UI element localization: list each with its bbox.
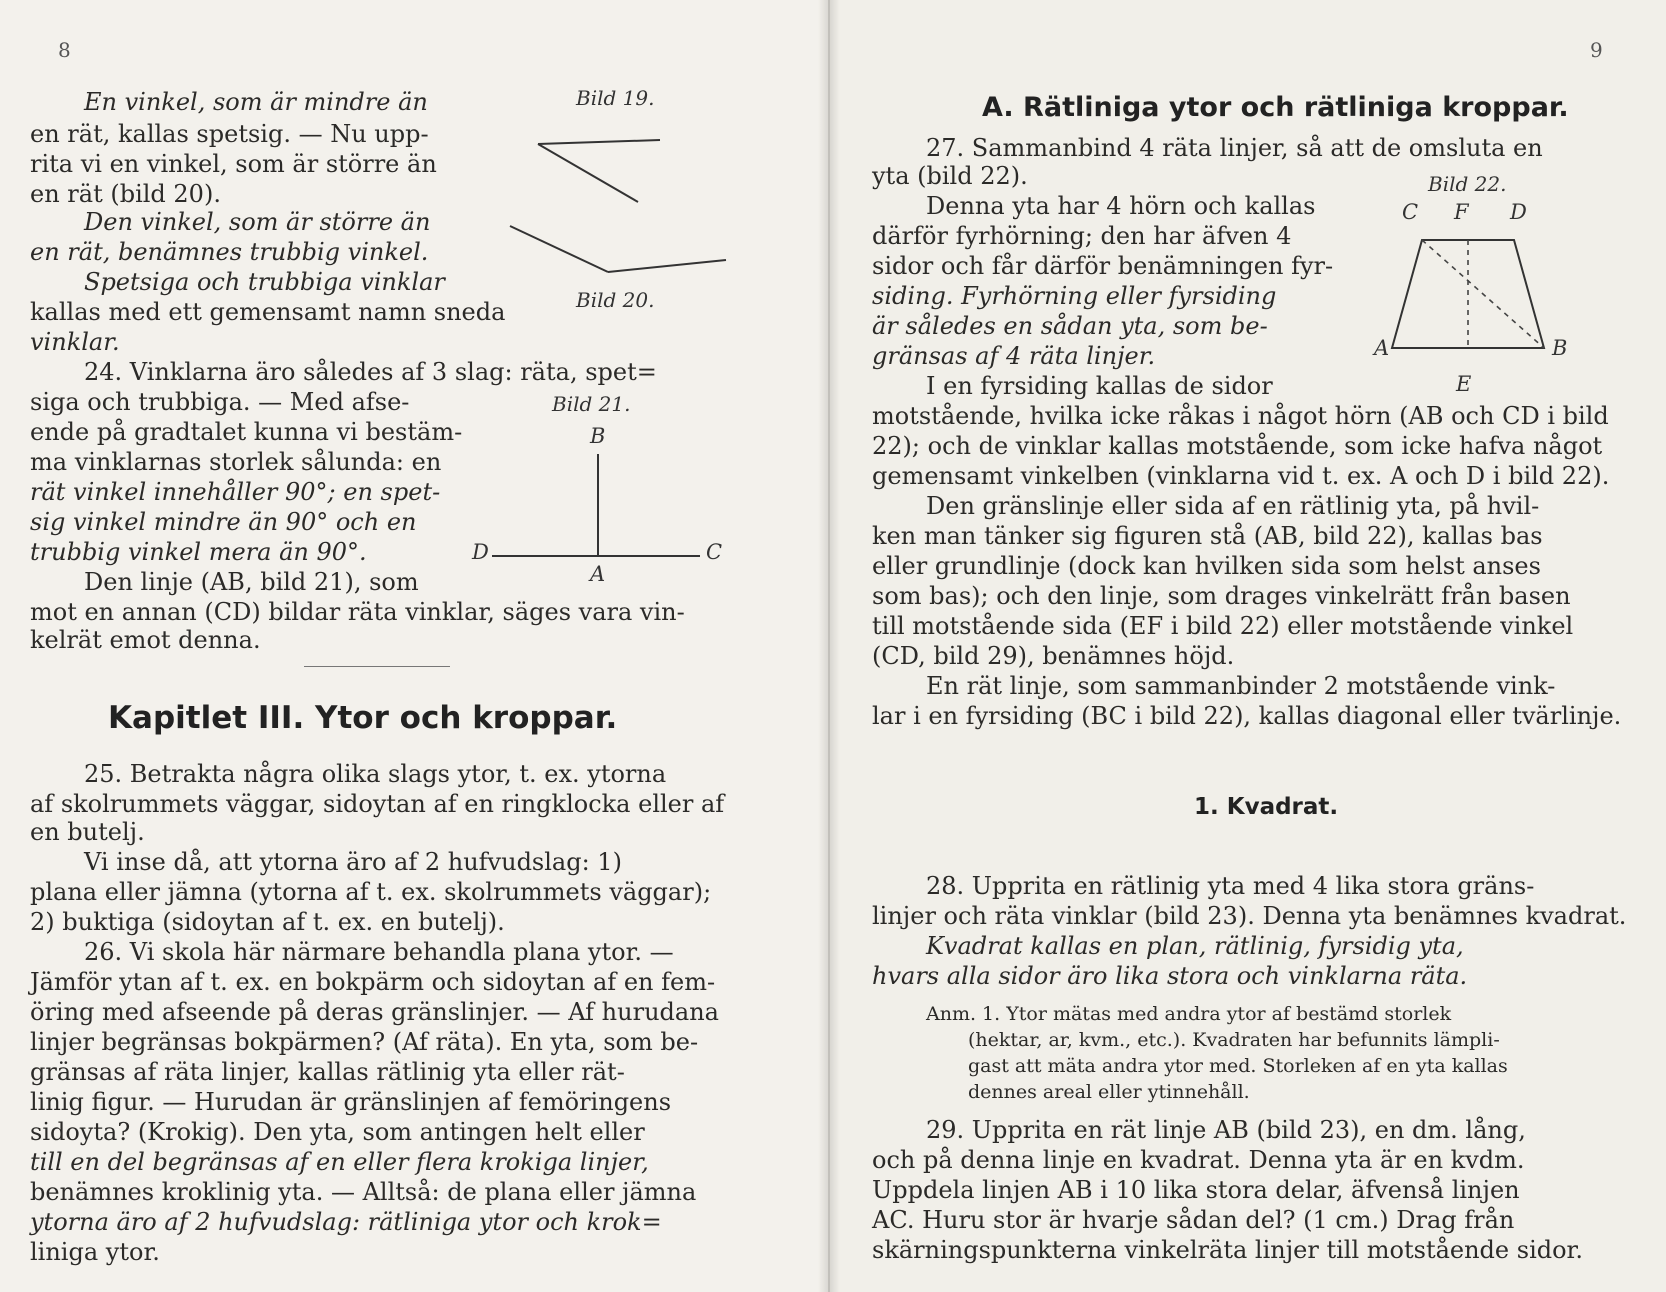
text-line: liniga ytor. xyxy=(30,1238,160,1266)
caption-bild-19: Bild 19. xyxy=(576,86,655,110)
text-line: Kvadrat kallas en plan, rätlinig, fyrsidig yta, xyxy=(926,932,1464,960)
label-E: E xyxy=(1456,372,1472,396)
chapter-heading: Kapitlet III. Ytor och kroppar. xyxy=(108,700,618,736)
note-line: (hektar, ar, kvm., etc.). Kvadraten har befunnits lämpli- xyxy=(968,1029,1500,1051)
text-line: siding. Fyrhörning eller fyrsiding xyxy=(872,282,1277,310)
label-D: D xyxy=(472,540,489,564)
text-line: sidoyta? (Krokig). Den yta, som antingen helt eller xyxy=(30,1118,645,1146)
text-line: rät vinkel innehåller 90°; en spet- xyxy=(30,478,441,506)
text-line: yta (bild 22). xyxy=(872,162,1028,190)
text-line: ken man tänker sig figuren stå (AB, bild 22), kallas bas xyxy=(872,522,1543,550)
figure-quadrilateral xyxy=(1378,230,1558,360)
text-line: eller grundlinje (dock kan hvilken sida som helst anses xyxy=(872,552,1541,580)
right-page xyxy=(828,0,1666,1292)
figure-acute-angle xyxy=(510,128,730,208)
text-line: till en del begränsas af en eller flera krokiga linjer, xyxy=(30,1148,649,1176)
text-line: till motstående sida (EF i bild 22) eller motstående vinkel xyxy=(872,612,1574,640)
text-line: en rät, benämnes trubbig vinkel. xyxy=(30,238,429,266)
text-line: benämnes kroklinig yta. — Alltså: de plana eller jämna xyxy=(30,1178,697,1206)
note-line: dennes areal eller ytinnehåll. xyxy=(968,1081,1250,1103)
page-number-left: 8 xyxy=(58,38,71,62)
label-A: A xyxy=(590,562,606,586)
text-line: hvars alla sidor äro lika stora och vinklarna räta. xyxy=(872,962,1468,990)
text-line: 29. Upprita en rät linje AB (bild 23), en dm. lång, xyxy=(926,1116,1526,1144)
text-line: I en fyrsiding kallas de sidor xyxy=(926,372,1273,400)
label-C: C xyxy=(1402,200,1419,224)
text-line: är således en sådan yta, som be- xyxy=(872,312,1268,340)
divider xyxy=(304,666,450,667)
text-line: 22); och de vinklar kallas motstående, som icke hafva något xyxy=(872,432,1603,460)
text-line: gränsas af 4 räta linjer. xyxy=(872,342,1156,370)
text-line: vinklar. xyxy=(30,328,120,356)
section-heading: A. Rätliniga ytor och rätliniga kroppar. xyxy=(982,92,1569,123)
text-line: lar i en fyrsiding (BC i bild 22), kallas diagonal eller tvärlinje. xyxy=(872,702,1622,730)
label-F: F xyxy=(1454,200,1469,224)
text-line: En rät linje, som sammanbinder 2 motstående vink- xyxy=(926,672,1556,700)
text-line: Den gränslinje eller sida af en rätlinig yta, på hvil- xyxy=(926,492,1540,520)
text-line: linjer begränsas bokpärmen? (Af räta). En yta, som be- xyxy=(30,1028,699,1056)
text-line: och på denna linje en kvadrat. Denna yta är en kvdm. xyxy=(872,1146,1525,1174)
text-line: AC. Huru stor är hvarje sådan del? (1 cm.) Drag från xyxy=(872,1206,1515,1234)
text-line: en rät (bild 20). xyxy=(30,180,221,208)
text-line: 2) buktiga (sidoytan af t. ex. en butelj). xyxy=(30,908,505,936)
text-line: gemensamt vinkelben (vinklarna vid t. ex. A och D i bild 22). xyxy=(872,462,1610,490)
text-line: mot en annan (CD) bildar räta vinklar, säges vara vin- xyxy=(30,598,685,626)
label-B: B xyxy=(590,424,606,448)
text-line: Den linje (AB, bild 21), som xyxy=(84,568,419,596)
text-line: 24. Vinklarna äro således af 3 slag: räta, spet= xyxy=(84,358,657,386)
text-line: (CD, bild 29), benämnes höjd. xyxy=(872,642,1235,670)
text-line: skärningspunkterna vinkelräta linjer till motstående sidor. xyxy=(872,1236,1584,1264)
figure-right-angle xyxy=(480,448,723,568)
text-line: 25. Betrakta några olika slags ytor, t. ex. ytorna xyxy=(84,760,667,788)
text-line: öring med afseende på deras gränslinjer. — Af hurudana xyxy=(30,998,719,1026)
text-line: plana eller jämna (ytorna af t. ex. skolrummets väggar); xyxy=(30,878,712,906)
left-page xyxy=(0,0,828,1292)
text-line: linjer och räta vinklar (bild 23). Denna yta benämnes kvadrat. xyxy=(872,902,1627,930)
text-line: därför fyrhörning; den har äfven 4 xyxy=(872,222,1292,250)
note-line: Anm. 1. Ytor mätas med andra ytor af bestämd storlek xyxy=(926,1003,1452,1025)
text-line: Spetsiga och trubbiga vinklar xyxy=(84,268,445,296)
text-line: kelrät emot denna. xyxy=(30,626,261,654)
text-line: kallas med ett gemensamt namn sneda xyxy=(30,298,506,326)
label-C: C xyxy=(706,540,723,564)
text-line: 28. Upprita en rätlinig yta med 4 lika stora gräns- xyxy=(926,872,1535,900)
text-line: 26. Vi skola här närmare behandla plana ytor. — xyxy=(84,938,674,966)
text-line: gränsas af räta linjer, kallas rätlinig yta eller rät- xyxy=(30,1058,625,1086)
text-line: en rät, kallas spetsig. — Nu upp- xyxy=(30,120,429,148)
text-line: ma vinklarnas storlek sålunda: en xyxy=(30,448,442,476)
text-line: Denna yta har 4 hörn och kallas xyxy=(926,192,1316,220)
text-line: Vi inse då, att ytorna äro af 2 hufvudslag: 1) xyxy=(84,848,622,876)
text-line: sig vinkel mindre än 90° och en xyxy=(30,508,417,536)
note-line: gast att mäta andra ytor med. Storleken af en yta kallas xyxy=(968,1055,1508,1077)
label-B: B xyxy=(1552,336,1568,360)
text-line: ende på gradtalet kunna vi bestäm- xyxy=(30,418,463,446)
figure-obtuse-angle xyxy=(500,218,740,288)
text-line: som bas); och den linje, som drages vinkelrätt från basen xyxy=(872,582,1571,610)
label-A: A xyxy=(1374,336,1390,360)
caption-bild-22: Bild 22. xyxy=(1428,172,1507,196)
text-line: Uppdela linjen AB i 10 lika stora delar, äfvenså linjen xyxy=(872,1176,1520,1204)
text-line: siga och trubbiga. — Med afse- xyxy=(30,388,410,416)
text-line: En vinkel, som är mindre än xyxy=(84,88,428,116)
caption-bild-20: Bild 20. xyxy=(576,288,655,312)
subsection-heading: 1. Kvadrat. xyxy=(1194,794,1339,820)
text-line: sidor och får därför benämningen fyr- xyxy=(872,252,1334,280)
text-line: af skolrummets väggar, sidoytan af en ringklocka eller af xyxy=(30,790,725,818)
text-line: trubbig vinkel mera än 90°. xyxy=(30,538,367,566)
text-line: linig figur. — Hurudan är gränslinjen af femöringens xyxy=(30,1088,672,1116)
text-line: Den vinkel, som är större än xyxy=(84,208,431,236)
text-line: rita vi en vinkel, som är större än xyxy=(30,150,437,178)
text-line: motstående, hvilka icke råkas i något hörn (AB och CD i bild xyxy=(872,402,1609,430)
text-line: ytorna äro af 2 hufvudslag: rätliniga ytor och krok= xyxy=(30,1208,662,1236)
text-line: Jämför ytan af t. ex. en bokpärm och sidoytan af en fem- xyxy=(30,968,716,996)
caption-bild-21: Bild 21. xyxy=(552,392,631,416)
text-line: 27. Sammanbind 4 räta linjer, så att de omsluta en xyxy=(926,134,1543,162)
book-gutter xyxy=(818,0,840,1292)
text-line: en butelj. xyxy=(30,818,145,846)
label-D: D xyxy=(1510,200,1527,224)
page-number-right: 9 xyxy=(1590,38,1603,62)
